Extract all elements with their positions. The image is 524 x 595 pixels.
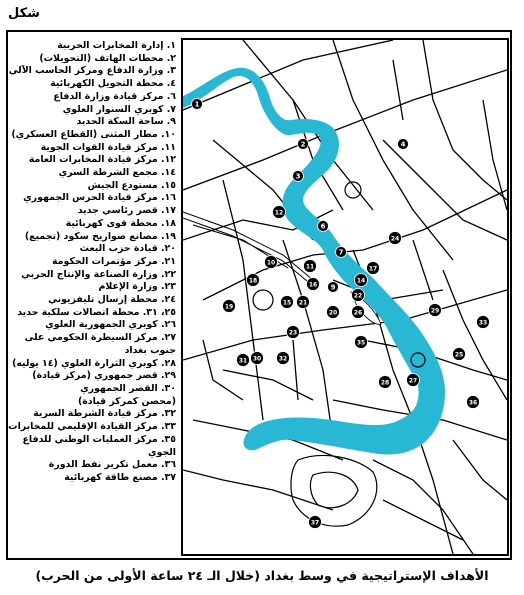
target-marker-26	[352, 306, 365, 319]
target-marker-1	[192, 99, 203, 110]
legend-item: ٢٢. وزارة الصناعة والإنتاج الحربي	[21, 268, 176, 280]
target-marker-label: 25	[454, 351, 464, 359]
target-marker-label: 36	[468, 399, 478, 407]
target-marker-label: 6	[320, 222, 326, 231]
target-marker-label: 17	[368, 265, 378, 273]
target-marker-label: 10	[266, 259, 276, 267]
legend-item: ٢٩. قصر جمهوري (مركز قيادة)	[32, 370, 176, 382]
target-marker-21	[297, 296, 310, 309]
target-marker-label: 24	[390, 235, 400, 243]
target-marker-label: 28	[380, 379, 390, 387]
legend-item: ١٢. مركز قيادة المخابرات العامة	[28, 154, 176, 166]
target-markers	[192, 99, 490, 529]
target-marker-label: 12	[274, 209, 284, 217]
target-marker-27	[407, 374, 420, 387]
target-marker-25	[453, 348, 466, 361]
target-marker-label: 3	[295, 172, 301, 181]
target-marker-label: 35	[356, 339, 366, 347]
target-marker-label: 29	[430, 307, 440, 315]
targets-legend	[8, 40, 176, 485]
legend-item: ٣٢. مركز قيادة الشرطة السرية	[33, 408, 176, 420]
legend-item: ٩. ساحة السكة الحديد	[76, 116, 176, 128]
legend-item: ١٩. مصانع صواريخ سكود (تجميع)	[24, 230, 176, 242]
legend-item: ٢١. مركز مؤتمرات الحكومة	[52, 255, 176, 267]
legend-item: ٣. وزارة الدفاع ومركز الحاسب الآلي	[8, 65, 176, 77]
target-marker-7	[336, 247, 347, 258]
target-marker-29	[429, 304, 442, 317]
target-marker-37	[309, 516, 322, 529]
legend-item: ٣٧. مصنع طاقة كهربائية	[64, 471, 176, 483]
legend-item: ١٤. مجمع الشرطة السري	[58, 167, 176, 179]
map-canvas	[183, 40, 507, 554]
target-marker-label: 20	[328, 309, 338, 317]
target-marker-label: 21	[298, 299, 308, 307]
figure-label: شكل	[8, 6, 40, 21]
target-marker-24	[389, 232, 402, 245]
target-marker-label: 1	[194, 100, 200, 109]
target-marker-15	[281, 296, 294, 309]
target-marker-label: 32	[278, 355, 288, 363]
legend-item: ٣٦. معمل تكرير نفط الدورة	[48, 459, 176, 471]
target-marker-35	[355, 336, 368, 349]
legend-item: الجوي	[148, 446, 176, 458]
legend-item: ٦. مركز قيادة وزارة الدفاع	[53, 90, 176, 102]
target-marker-17	[367, 262, 380, 275]
target-marker-16	[307, 278, 320, 291]
target-marker-label: 31	[238, 357, 248, 365]
legend-item: ١٦. مركز قيادة الحرس الجمهوري	[23, 192, 176, 204]
target-marker-31	[237, 354, 250, 367]
legend-item: (محصن كمركز قيادة)	[77, 395, 176, 407]
target-marker-10	[265, 256, 278, 269]
target-marker-label: 30	[252, 355, 262, 363]
target-marker-6	[318, 221, 329, 232]
target-marker-18	[247, 274, 260, 287]
target-marker-label: 9	[330, 283, 336, 292]
target-marker-label: 18	[248, 277, 258, 285]
target-marker-22	[352, 289, 365, 302]
legend-item: ٢. محطات الهاتف (التحويلات)	[39, 52, 176, 64]
target-marker-label: 37	[310, 519, 320, 527]
legend-item: ٣٣. مركز القيادة الإقليمي للمخابرات	[8, 421, 176, 433]
palace-enclosure	[291, 456, 377, 527]
target-marker-23	[287, 326, 300, 339]
legend-item: ١. إدارة المخابرات الحربية	[57, 40, 176, 51]
legend-item: ١٥. مستودع الجيش	[87, 179, 176, 191]
legend-item: ٢٣. وزارة الإعلام	[98, 281, 176, 293]
target-marker-12	[273, 206, 286, 219]
street-network	[183, 40, 507, 554]
target-marker-4	[398, 139, 409, 150]
target-marker-label: 19	[224, 303, 234, 311]
target-marker-36	[467, 396, 480, 409]
legend-item: ١٠. مطار المثنى (القطاع العسكري)	[11, 128, 176, 140]
target-marker-32	[277, 352, 290, 365]
target-marker-label: 27	[408, 377, 418, 385]
target-marker-20	[327, 306, 340, 319]
target-marker-label: 4	[400, 140, 406, 149]
legend-item: ٢٠. قيادة حزب البعث	[79, 243, 176, 255]
legend-item: ١٨. محطة قوى كهربائية	[65, 217, 176, 229]
target-marker-label: 2	[300, 140, 306, 149]
target-marker-19	[223, 300, 236, 313]
figure-caption: الأهداف الإستراتيجية في وسط بغداد (خلال الـ ٢٤ ساعة الأولى من الحرب)	[35, 568, 489, 583]
target-marker-9	[328, 282, 339, 293]
legend-item: ١١. مركز قيادة القوات الجوية	[40, 141, 176, 153]
target-marker-label: 22	[353, 292, 363, 300]
legend-item: ٢٦. كوبري الجمهورية العلوي	[45, 319, 176, 331]
legend-item: ١٧. قصر رئاسي جديد	[77, 205, 176, 217]
legend-item: ٣٠. القصر الجمهوري	[80, 382, 176, 394]
target-marker-14	[355, 274, 368, 287]
legend-item: ٢٧. مركز السيطرة الحكومي على	[24, 332, 176, 344]
target-marker-label: 7	[338, 248, 344, 257]
legend-item: ٢٤. محطة إرسال تليفزيوني	[48, 294, 176, 306]
legend-item: جنوب بغداد	[124, 344, 176, 356]
target-marker-label: 15	[282, 299, 292, 307]
target-marker-33	[477, 316, 490, 329]
target-marker-2	[298, 139, 309, 150]
target-marker-28	[379, 376, 392, 389]
baghdad-map	[181, 38, 509, 556]
target-marker-11	[304, 260, 317, 273]
target-marker-label: 23	[288, 329, 298, 337]
target-marker-label: 16	[308, 281, 318, 289]
target-marker-label: 26	[353, 309, 363, 317]
target-marker-label: 33	[478, 319, 488, 327]
target-marker-label: 11	[305, 263, 315, 271]
legend-item: ٣٥. مركز العمليات الوطني للدفاع	[22, 433, 176, 445]
target-marker-label: 14	[356, 277, 366, 285]
target-marker-3	[293, 171, 304, 182]
legend-item: ٤. محطة التحويل الكهربائية	[50, 78, 176, 90]
target-marker-30	[251, 352, 264, 365]
legend-item: ٢٥، ٣١. محطة اتصالات سلكية حديد	[17, 306, 176, 318]
legend-item: ٧. كوبري السنوار العلوي	[62, 103, 176, 115]
legend-item: ٢٨. كوبري الثرارة العلوي (١٤ يوليه)	[12, 357, 176, 369]
